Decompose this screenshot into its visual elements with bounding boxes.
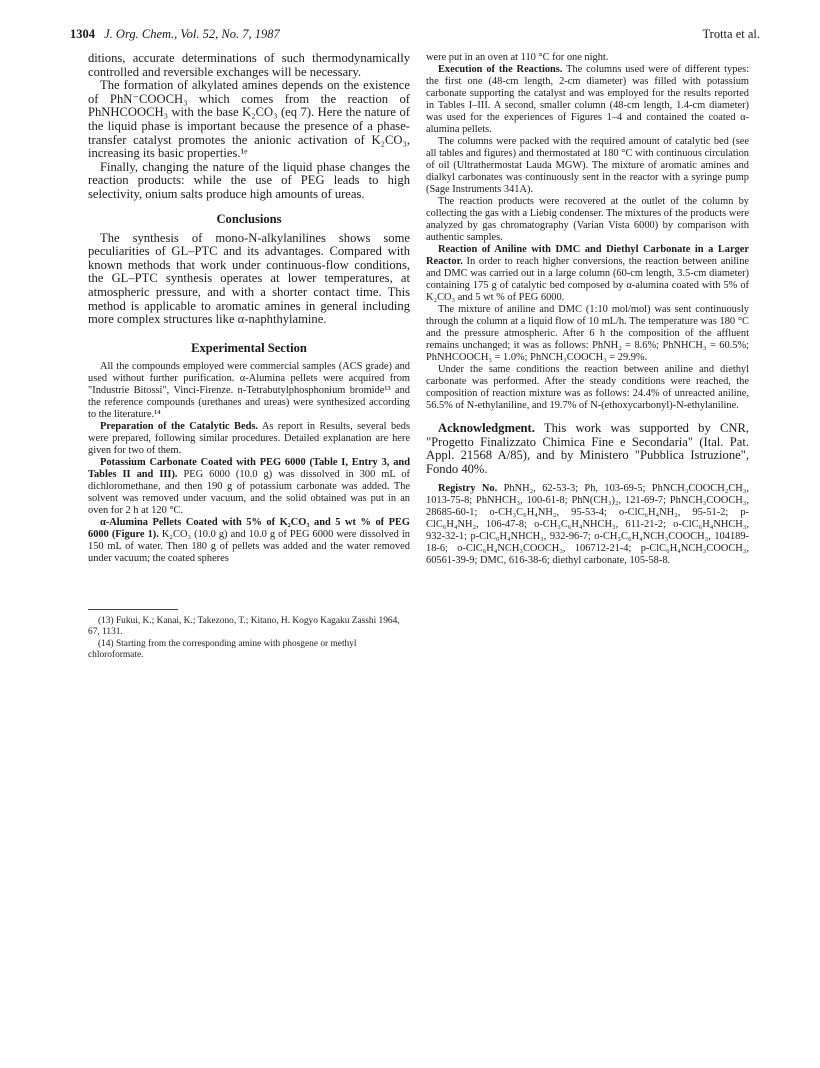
page-number: 1304 (70, 27, 95, 41)
experimental-paragraph-1: All the compounds employed were commercial samples (ACS grade) and used without further purification. α-Alumina pellets were acquired from "Industrie Bitossi", Vinci-Firenze. n-Tetrabutylphosphonium bromide¹³ and the reference compounds (urethanes and ureas) were synthesized according to the literature.¹⁴ (88, 360, 410, 420)
paragraph-body: PEG 6000 (10.0 g) was dissolved in 300 mL of dichloromethane, and then 190 g of potassium carbonate was added. The solvent was removed under vacuum, and the solid obtained was put in an oven for 2 h at 120 °C. (88, 468, 410, 516)
run-in-heading: Preparation of the Catalytic Beds. (100, 420, 258, 432)
right-paragraph-7: Under the same conditions the reaction between aniline and diethyl carbonate was performed. After the steady conditions were reached, the composition of reaction mixture was as follows: 24.4% of unreacted aniline, 56.5% of N-ethylaniline, and 19.7% of N-(ethoxycarbonyl)-N-ethylaniline. (426, 364, 749, 411)
right-column (426, 52, 749, 567)
run-in-heading: α-Alumina Pellets Coated with 5% of K₂CO₃ and 5 wt % of PEG 6000 (Figure 1). (88, 516, 410, 540)
footnote-13: (13) Fukui, K.; Kanai, K.; Takezono, T.; Kitano, H. Kogyo Kagaku Zasshi 1964, 67, 1131. (88, 615, 400, 637)
run-in-heading: Potassium Carbonate Coated with PEG 6000 (Table I, Entry 3, and Tables II and III). (88, 456, 410, 480)
right-paragraph-3: The columns were packed with the required amount of catalytic bed (see all tables and figures) and thermostated at 180 °C with continuous circulation of oil (Ultrathermostat Lauda MGW). The mixture of aromatic amines and dialkyl carbonates was continuously sent in the reactor with a syringe pump (Sage Instruments 341A). (426, 136, 749, 195)
acknowledgment-body: This work was supported by CNR, "Progetto Finalizzato Chimica Fine e Secondaria" (Ital. Pat. Appl. 21568 A/85), and by Ministero "Pubblica Istruzione", Fondo 40%. (426, 421, 749, 476)
registry-paragraph (426, 483, 749, 567)
running-head: Trotta et al. (702, 27, 760, 41)
left-column (88, 52, 410, 661)
experimental-paragraph-4 (88, 517, 410, 565)
acknowledgment-paragraph (426, 422, 749, 476)
paragraph-body: The columns used were of different types: the first one (48-cm length, 2-cm diameter) was filled with potassium carbonate supporting the catalyst and was employed for the results reported in Tables I–III. A second, smaller column (48-cm length, 1.4-cm diameter) was used for the experiences of Figures 1–4 and contained the coated α-alumina pellets. (426, 64, 749, 135)
journal-citation: J. Org. Chem., Vol. 52, No. 7, 1987 (104, 27, 280, 41)
right-paragraph-5 (426, 244, 749, 304)
footnote-rule (88, 609, 178, 610)
right-paragraph-4: The reaction products were recovered at the outlet of the column by collecting the gas with a Liebig condenser. The mixtures of the products were analyzed by gas chromatography (Varian Vista 6000) by comparison with authentic samples. (426, 196, 749, 243)
experimental-heading: Experimental Section (191, 340, 307, 355)
paragraph-body: As report in Results, several beds were prepared, following similar procedures. Detailed explanation are here given for two of them. (88, 420, 410, 456)
right-paragraph-1: were put in an oven at 110 °C for one night. (426, 52, 609, 63)
right-paragraph-6: The mixture of aniline and DMC (1:10 mol/mol) was sent continuously through the column at a liquid flow of 10 mL/h. The temperature was 180 °C and the pressure atmospheric. After 6 h the composition of the affluent remains unchanged; it was as follows: PhNH₂ = 8.6%; PhNHCH₃ = 60.5%; PhNHCOOCH₃ = 1.0%; PhNCH₃COOCH₃ = 29.9%. (426, 304, 749, 363)
registry-body: PhNH₂, 62-53-3; Ph, 103-69-5; PhNCH₃COOCH₂CH₃, 1013-75-8; PhNHCH₃, 100-61-8; PhN(CH₃)₂, 121-69-7; PhNCH₃COOCH₃, 28685-60-1; o-CH₃C₆H₄NH₂, 95-53-4; o-ClC₆H₄NH₂, 95-51-2; p-ClC₆H₄NH₂, 106-47-8; o-CH₃C₆H₄NHCH₃, 611-21-2; o-ClC₆H₄NHCH₃, 932-32-1; p-ClC₆H₄NHCH₃, 932-96-7; o-CH₃C₆H₄NCH₃COOCH₃, 104189-18-6; o-ClC₆H₄NCH₃COOCH₃, 106712-21-4; p-ClC₆H₄NCH₃COOCH₃, 60561-39-9; DMC, 616-38-6; diethyl carbonate, 105-58-8. (426, 483, 749, 567)
run-in-heading: Execution of the Reactions. (438, 64, 563, 75)
paragraph-body: In order to reach higher conversions, the reaction between aniline and DMC was carried out in a large column (60-cm length, 3.5-cm diameter) containing 175 g of catalytic bed composed by α-alumina coated with 5% of K₂CO₃ and 5 wt % of PEG 6000. (426, 256, 749, 303)
paragraph-body: K₂CO₃ (10.0 g) and 10.0 g of PEG 6000 were dissolved in 150 mL of water. Then 180 g of pellets was added and the water removed under vacuum; the coated spheres (88, 528, 410, 564)
left-paragraph-1: ditions, accurate determinations of such thermodynamically controlled and reversible exchanges will be necessary. (88, 51, 410, 79)
page-header (70, 27, 760, 45)
registry-heading: Registry No. (438, 483, 498, 495)
conclusions-heading: Conclusions (216, 211, 282, 226)
right-paragraph-2 (426, 64, 749, 136)
experimental-paragraph-2 (88, 421, 410, 457)
left-paragraph-2: The formation of alkylated amines depends on the existence of PhN⁻COOCH₃ which comes from the reaction of PhNHCOOCH₃ with the base K₂CO₃ (eq 7). Here the nature of the liquid phase is important because the presence of a phase-transfer catalyst promotes the anionic activation of K₂CO₃, increasing its basic properties.¹ᵉ (88, 78, 410, 161)
left-paragraph-3: Finally, changing the nature of the liquid phase changes the reaction products: while the use of PEG leads to high selectivity, onium salts produce high amounts of ureas. (88, 159, 410, 201)
conclusions-paragraph: The synthesis of mono-N-alkylanilines shows some peculiarities of GL–PTC and its advantages. Compared with known methods that work under continuous-flow conditions, the GL–PTC synthesis operates at lower temperatures, at atmospheric pressure, and with a shorter contact time. This method is applicable to aromatic amines in general including more complex structures like α-naphthylamine. (88, 230, 410, 327)
experimental-paragraph-3 (88, 457, 410, 517)
run-in-heading: Reaction of Aniline with DMC and Diethyl Carbonate in a Larger Reactor. (426, 244, 749, 267)
footnote-14: (14) Starting from the corresponding amine with phosgene or methyl chloroformate. (88, 638, 357, 660)
acknowledgment-heading: Acknowledgment. (438, 421, 535, 435)
